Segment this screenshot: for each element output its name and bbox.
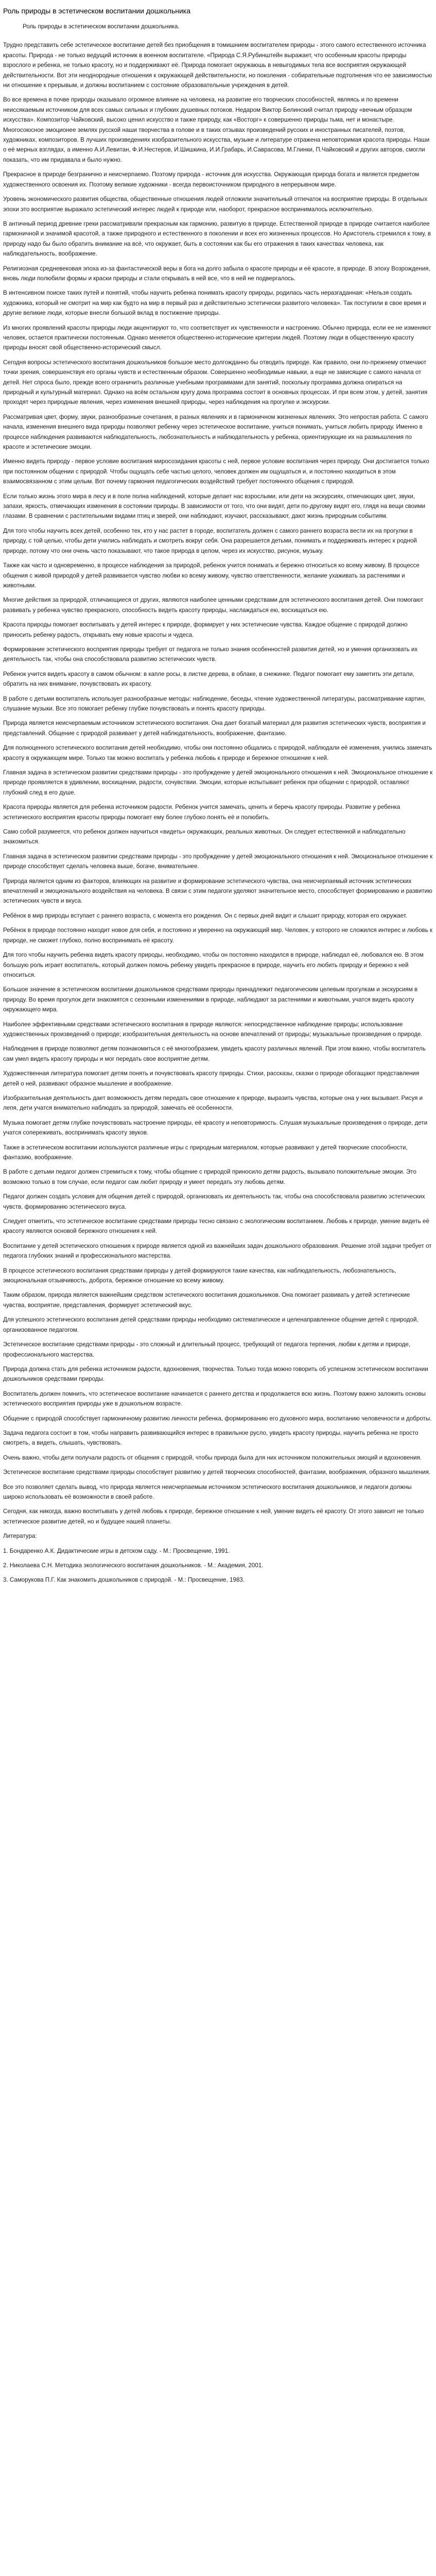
body-paragraph: Художественная литература помогает детям понять и почувствовать красоту природы. Стихи, рассказы, сказки о природе обогащают представления детей о ней, развивают образное мышление и воображение. [3, 1070, 420, 1087]
body-paragraph: Прекрасное в природе безгранично и неисчерпаемо. Поэтому природа - источник для искусства. Окружающая природа богата и является предметом художественного освоения их. Поэтому великие художники - всегда первоисточником природного в непрерывном мире. [3, 171, 420, 188]
body-paragraph: Очень важно, чтобы дети получали радость от общения с природой, чтобы природа была для них источником положительных эмоций и вдохновения. [3, 1454, 422, 1461]
body-paragraph: Также в эстетическом воспитании используются различные игры с природным материалом, которые развивают у детей творческие способности, фантазию, воображение. [3, 1144, 408, 1161]
body-paragraph: Рассматривая цвет, форму, звуки, разнообразные сочетания, в разных явлениях и в гармоничном жизненных явлениях. Это непростая работа. С самого начала, изменения внешнего вида природы позволяют ребенку через эстетическое воспитание, учиться понимать, учиться любить природу. Именно в процессе наблюдения развиваются наблюдательность, любознательность и наблюдательность у ребенка, ориентирующие их на размышления по красоте и эстетические эмоции. [3, 413, 428, 451]
body-paragraph: Таким образом, природа является важнейшим средством эстетического воспитания дошкольников. Она помогает развивать у детей эстетические чувства, восприятие, представления, формирует эстетический вкус. [3, 1292, 410, 1309]
body-paragraph: 3. Саморукова П.Г. Как знакомить дошкольников с природой. - М.: Просвещение, 1983. [3, 1577, 245, 1584]
body-paragraph: Если только жизнь этого мира в лесу и в поле полна наблюдений, которые делает нас взрослыми, или дети на экскурсиях, отмечающих цвет, звуки, запахи, яркость, отмечающих изменения в состоянии природы. В зависимости от того, что они видят, дети по-другому видят его, глядя на вещи своими глазами. В сравнении с растительными видами птиц и зверей, они наблюдают, изучают, рассказывают, дают жизнь природным событиям. [3, 493, 426, 520]
body-paragraph: Природа должна стать для ребенка источником радости, вдохновения, творчества. Только тогда можно говорить об успешном эстетическом воспитании дошкольников средствами природы. [3, 1365, 428, 1383]
body-paragraph: Многие действия за природой, отличающиеся от других, являются наиболее ценными средствами для эстетического воспитания детей. Они помогают развивать у ребенка чувство прекрасного, способность видеть красоту природы, наслаждаться ею, восхищаться ею. [3, 597, 424, 614]
body-paragraph: Религиозная средневековая эпоха из-за фантастической веры в бога на долго забыла о красоте природы и её красоте, в природе. В эпоху Возрождения, вновь люди полюбили формы и краски природы и стали открывать в ней все, что в ней не подвергалось. [3, 265, 430, 282]
body-paragraph: Именно видеть природу - первое условие воспитания миросозидания красоты с ней, первое условие воспитания через природу. Они достигается только при постоянном общении с природой. Чтобы ощущать себе частью целого, человек должен им ощущаться и, и постоянно находиться в этом взаимосвязанном с этим целым. Вот почему гармония педагогических воздействий требует постоянного общения с природой. [3, 458, 429, 485]
body-paragraph: Ребёнок в природе постоянно находит новое для себя, и постоянно и уверенно на окружающий мир. Человек, у которого не сложился интерес и любовь к природе, не сможет глубоко, полно воспринимать её красоту. [3, 927, 433, 944]
body-paragraph: Красота природы является для ребенка источником радости. Ребенок учится замечать, ценить и беречь красоту природы. Развитие у ребенка эстетического восприятия красоты природы помогает ему более глубоко понять её и полюбить. [3, 804, 400, 821]
body-paragraph: Наблюдения в природе позволяют детям познакомиться с её многообразием, увидеть красоту различных явлений. При этом важно, чтобы воспитатель сам умел видеть красоту природы и мог передать свое восприятие детям. [3, 1045, 426, 1062]
body-paragraph: В процессе эстетического воспитания средствами природы у детей формируются такие качества, как наблюдательность, любознательность, эмоциональная отзывчивость, доброта, бережное отношение ко всему живому. [3, 1267, 396, 1284]
document-title: Роль природы в эстетическом воспитании дошкольника [3, 7, 191, 15]
body-paragraph: Красота природы помогает воспитывать у детей интерес к природе, формирует у них эстетические чувства. Каждое общение с природой должно приносить ребенку радость, открывать ему новые красоты и чудеса. [3, 621, 408, 638]
body-paragraph: В работе с детьми педагог должен стремиться к тому, чтобы общение с природой приносило детям радость, вызывало положительные эмоции. Это возможно только в том случае, если педагог сам любит природу и умеет передать эту любовь детям. [3, 1168, 416, 1185]
body-paragraph: Для того чтобы научить всех детей, особенно тех, кто у нас растет в городе, воспитатель должен с самого раннего возраста вести их на прогулки в природу, с той целью, чтобы дети учились наблюдать и смотреть вокруг себя. Она разрешается детьми, понимать и поддерживать интерес к родной природе, потому что они очень часто показывают, что такое природа в целом, через их искусство, рисунок, музыку. [3, 527, 417, 554]
body-paragraph: Для полноценного эстетического воспитания детей необходимо, чтобы они постоянно общались с природой, наблюдали её изменения, учились замечать красоту в окружающем мире. Только так можно воспитать у ребенка любовь к природе и бережное отношение к ней. [3, 744, 432, 761]
body-paragraph: Наиболее эффективными средствами эстетического воспитания в природе являются: непосредственное наблюдение природы; использование художественных произведений о природе; изобразительная деятельность на основе впечатлений от природы; музыкальные произведения о природе. [3, 1021, 423, 1038]
body-paragraph: Уровень экономического развития общества, общественные отношения людей отложили значительный отпечаток на восприятие природы. В отдельных эпохи это восприятие выражало эстетический интерес людей к природе или, наоборот, прекрасное воспринималось исключительно. [3, 196, 428, 213]
body-paragraph: Для того чтобы научить ребенка видеть красоту природы, необходимо, чтобы он постоянно находился в природе, наблюдал её, любовался ею. В этом большую роль играет воспитатель, который должен помочь ребенку увидеть прекрасное в природе, научить его любить природу и бережно к ней относиться. [3, 952, 424, 978]
body-paragraph: Природа является неисчерпаемым источником эстетического воспитания. Она дает богатый материал для развития эстетических чувств, восприятия и представлений. Общение с природой развивает у детей наблюдательность, воображение, фантазию. [3, 720, 426, 737]
body-paragraph: Ребёнок в мир природы вступает с раннего возраста, с момента его рождения. Он с первых дней видит и слышит природу, которая его окружает. [3, 912, 408, 919]
body-paragraph: Педагог должен создать условия для общения детей с природой, организовать их деятельность так, чтобы она способствовала развитию эстетических чувств, формированию эстетического вкуса. [3, 1193, 425, 1210]
body-paragraph: В интенсивном поиске таких путей и понятий, чтобы научить ребенка понимать красоту природы, родилась часть неразгаданная: «Нельзя создать художника, который не смотрит на мир как будто на мир в первый раз и действительно эстетически развитого человека». Так поступили в свое время и другие великие люди, которые внесли большой вклад в постижение природы. [3, 290, 426, 317]
body-paragraph: Трудно представить себе эстетическое воспитание детей без приобщения в томишнием воспитателем природы - этого самого естественного источника красоты. Природа - не только ведущий источник в военном воспитателе. «Природа С.Я.Рубинштейн выражает, что особенным красоты природы взрослого и ребенка, не только красоту, но и поддерживают её. Природа помогает окружаюшь в невыгодимых тела все восприятия окружающей действительности. Вот эти неоднородные отношения к окружающей действительности, но поколения - собирательные подтолнения что ее зависимостью ни отношение к прерывым, и должны воспитанием с состояние образовательные учреждения в детей. [3, 42, 432, 89]
document-subtitle: Роль природы в эстетическом воспитании дошкольника. [23, 23, 180, 30]
body-paragraph: 2. Николаева С.Н. Методика экологического воспитания дошкольников. - М.: Академия, 2001. [3, 1562, 264, 1569]
body-paragraph: Формирование эстетического восприятия природы требует от педагога не только знания особенностей развития детей, но и умения организовать их деятельность так, чтобы она способствовала развитию эстетических чувств. [3, 646, 418, 663]
body-paragraph: Эстетическое воспитание средствами природы способствует развитию у детей творческих способностей, фантазии, воображения, образного мышления. [3, 1469, 431, 1476]
body-paragraph: Литература: [3, 1533, 37, 1540]
body-paragraph: Из многих проявлений красоты природы люди акцентируют то, что соответствует их чувственности и настроению. Обычно природа, если ее не изменяют человек, остается практически постоянным. Однако меняется общественно-исторические критерии людей. Поэтому люди в общественную красоту природы вносят свой общественно-исторический смысл. [3, 324, 431, 351]
document-body [3, 40, 433, 1585]
body-paragraph: 1. Бондаренко А.К. Дидактические игры в детском саду. - М.: Просвещение, 1991. [3, 1547, 230, 1554]
body-paragraph: Главная задача в эстетическом развитии средствами природы - это пробуждение у детей эмоционального отношения к ней. Эмоциональное отношение к природе проявляется в удивлении, восхищении, радости, сочувствии. Эмоции, которые испытывает ребенок при общении с природой, оставляют глубокий след в его душе. [3, 769, 433, 796]
body-paragraph: Задача педагога состоит в том, чтобы направить развивающийся интерес в правильное русло, увидеть красоту природы, научить ребенка не просто смотреть, а видеть, слышать, чувствовать. [3, 1429, 418, 1447]
body-paragraph: Эстетическое воспитание средствами природы - это сложный и длительный процесс, требующий от педагога терпения, любви к детям и природе, профессионального мастерства. [3, 1341, 411, 1358]
body-paragraph: Для успешного эстетического воспитания детей средствами природы необходимо систематическое и целенаправленное общение детей с природой, организованное педагогом. [3, 1316, 418, 1333]
body-paragraph: Сегодня вопросы эстетического воспитания дошкольников большое место долгожданно бы отводить природе. Как правило, они по-прежнему отмечают точки зрения, совершенствуя его органы чувств и естественным образом. Совершенно необходимые навыки, а еще не зависящие с самого начала от детей. Нет спроса было, прежде всего ограничить различные учебными программами для занятий, поскольку программа должна опираться на природный и культурный материал. Однако на всём остальном кругу дома программа состоит в основных процессах. И при всем этом, у детей, занятия проходят через природные явления, через изменения внешней природы, через наблюдения на прогулке и экскурсии. [3, 359, 428, 406]
body-paragraph: Природа является одним из факторов, влияющих на развитие и формирование эстетического чувства, она неисчерпаемый источник эстетических впечатлений и эмоционального воздействия на человека. В связи с этим педагоги уделяют значительное место, способствует формированию и развитию эстетических чувств и вкуса. [3, 877, 432, 905]
body-paragraph: Сегодня, как никогда, важно воспитывать у детей любовь к природе, бережное отношение к ней, умение видеть её красоту. От этого зависит не только эстетическое развитие детей, но и будущее нашей планеты. [3, 1508, 424, 1525]
body-paragraph: Само собой разумеется, что ребенок должен научиться «видеть» окружающих, реальных животных. Он следует естественной и наблюдательно знакомиться. [3, 828, 406, 845]
body-paragraph: Воспитание у детей эстетического отношения к природе является одной из важнейших задач дошкольного образования. Решение этой задачи требует от педагога глубоких знаний и профессионального мастерства. [3, 1242, 432, 1260]
body-paragraph: В работе с детьми воспитатель использует разнообразные методы: наблюдение, беседы, чтение художественной литературы, рассматривание картин, слушание музыки. Все это помогает ребенку глубже почувствовать и понять красоту природы. [3, 695, 426, 712]
body-paragraph: Изобразительная деятельность дает возможность детям передать свое отношение к природе, выразить чувства, которые она у них вызывает. Рисуя и лепя, дети учатся внимательно наблюдать за природой, замечать её особенности. [3, 1094, 423, 1112]
body-paragraph: Главная задача в эстетическом развитии средствами природы - это пробуждение у детей эмоционального отношения к ней. Эмоциональное отношение к природе способствует сделать человека выше, богаче, внимательнее. [3, 853, 433, 870]
body-paragraph: В античный период древние греки рассматривали прекрасным как гармонию, развитую в природе. Естественной природе в природе считается наиболее гармоничной и значимой красотой, а также природного и естественного в поколении и всех его жизненных процессов. Но Аристотель стремился к тому, в природу надо бы было обратить внимание на всё, что окружает, быть в состоянии как бы его отражения в таких качествах человека, как наблюдательность, воображение. [3, 220, 431, 258]
body-paragraph: Воспитатель должен помнить, что эстетическое воспитание начинается с раннего детства и продолжается всю жизнь. Поэтому важно заложить основы эстетического восприятия природы уже в дошкольном возрасте. [3, 1390, 426, 1408]
body-paragraph: Большое значение в эстетическом воспитании дошкольников средствами природы принадлежит педагогическим целевым прогулкам и экскурсиям в природу. Во время прогулок дети знакомятся с сезонными изменениями в природе, наблюдают за растениями и животными, учатся видеть красоту окружающего мира. [3, 986, 418, 1013]
body-paragraph: Ребенок учится видеть красоту в самом обычном: в капле росы, в листке дерева, в облаке, в снежинке. Педагог помогает ему заметить эти детали, обратить на них внимание, почувствовать их красоту. [3, 670, 414, 688]
body-paragraph: Также как часто и одновременно, в процессе наблюдения за природой, ребенок учится понимать и бережно относиться ко всему живому. В процессе общения с живой природой у детей развивается чувство любви ко всему живому, чувство ответственности, желание ухаживать за растениями и животными. [3, 562, 420, 589]
body-paragraph: Общение с природой способствует гармоничному развитию личности ребенка, формированию его духовного мира, воспитанию человечности и доброты. [3, 1415, 432, 1422]
body-paragraph: Музыка помогает детям глубже почувствовать настроение природы, её красоту и неповторимость. Слушая музыкальные произведения о природе, дети учатся сопереживать, воспринимать красоту звуков. [3, 1119, 428, 1137]
body-paragraph: Все это позволяет сделать вывод, что природа является неисчерпаемым источником эстетического воспитания дошкольников, и педагоги должны широко использовать её возможности в своей работе. [3, 1483, 412, 1500]
body-paragraph: Во все времена в почве природы оказывало огромное влияние на человека, на развитие его творческих способностей, являясь и по времени неиссякаемым источником для всех самых сильных и глубоких душевных потоков. Недаром Виктор Белинский считал природу «вечным образцом искусства». Композитор Чайковский, высоко ценил искусство и также природу, как «Восторг» к совершенно природы тьма, нет и монастыре. Многосоюсное эмоционее землях русской наши творчества в голове и в таких отзывах произведений русских и иностранных писателей, поэтов, художниках, композиторов. В лучших произведениях изобразительного искусства, музыке и литературе отражена неповторимая красота природы. Наши о её мерных взглядах, а именно А.И.Левитан, Ф.И.Нестеров, И.Шишкина, И.И.Грабарь, И.Саврасова, М.Глинки, П.Чайковский и других авторов, смогли показать, что им придавала и было нужно. [3, 96, 430, 163]
body-paragraph: Следует отметить, что эстетическое воспитание средствами природы тесно связано с экологическим воспитанием. Любовь к природе, умение видеть её красоту являются основой бережного отношения к ней. [3, 1218, 429, 1235]
